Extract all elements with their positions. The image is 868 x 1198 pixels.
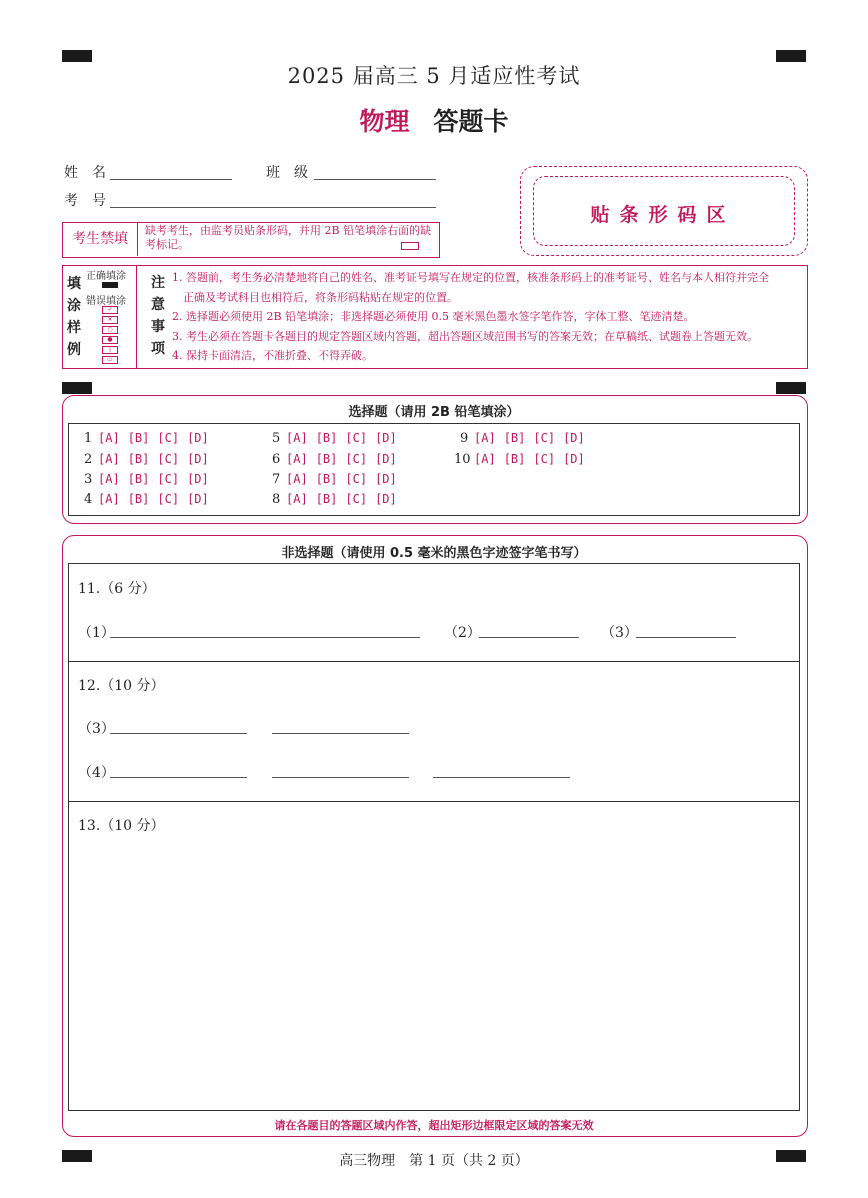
choice-option-bubble[interactable]: [A]	[286, 452, 308, 466]
choice-option-bubble[interactable]: [B]	[127, 431, 150, 445]
choice-option-bubble[interactable]: [D]	[187, 431, 209, 445]
page-footer: 高三物理 第 1 页（共 2 页）	[339, 1153, 529, 1169]
notice-list	[172, 268, 802, 366]
notice-char: 意	[151, 297, 165, 313]
question-number: 3	[84, 472, 93, 487]
choice-question-7	[272, 472, 405, 487]
class-field[interactable]	[314, 179, 436, 180]
choice-question-8	[272, 492, 405, 507]
notice-item: 3. 考生必须在答题卡各题目的规定答题区域内答题，超出答题区域范围书写的答案无效；在草稿纸、试题卷上答题无效。	[172, 329, 758, 343]
wrong-sample-circle-icon: ○	[102, 326, 118, 334]
notice-item: 1. 答题前，考生务必清楚地将自己的姓名、准考证号填写在规定的位置，核准条形码上的准考证号、姓名与本人相符并完全	[172, 271, 769, 284]
choice-option-bubble[interactable]: [B]	[127, 492, 150, 506]
choice-option-bubble[interactable]: [C]	[345, 472, 368, 486]
wrong-sample-cross-icon: ✕	[102, 316, 118, 324]
choice-option-bubble[interactable]: [A]	[474, 431, 496, 445]
blank-label: （2）	[444, 625, 481, 641]
card-label: 答题卡	[433, 107, 509, 136]
notice-title	[150, 272, 166, 360]
nonchoice-section-title: 非选择题（请使用 0.5 毫米的黑色字迹签字笔书写）	[281, 546, 587, 561]
question-12-title: 12.（10 分）	[78, 678, 165, 694]
question-number: 6	[272, 452, 281, 467]
answer-blank[interactable]	[272, 777, 409, 778]
card-heading	[0, 102, 868, 138]
choice-option-bubble[interactable]: [D]	[187, 492, 209, 506]
question-13-answer-area[interactable]	[70, 840, 796, 1106]
notice-char: 事	[151, 319, 165, 335]
question-divider	[68, 801, 800, 802]
choice-question-4	[84, 492, 217, 507]
choice-option-bubble[interactable]: [D]	[563, 452, 585, 466]
absent-mark-bubble[interactable]	[401, 242, 419, 250]
question-number: 2	[84, 452, 93, 467]
choice-option-bubble[interactable]: [C]	[533, 431, 556, 445]
choice-option-bubble[interactable]: [A]	[286, 431, 308, 445]
choice-question-10	[454, 452, 593, 467]
question-11-title: 11.（6 分）	[78, 581, 156, 597]
choice-option-bubble[interactable]: [B]	[127, 472, 150, 486]
id-label: 考 号	[64, 193, 106, 209]
wrong-sample-bar-icon: |	[102, 346, 118, 354]
question-number: 8	[272, 492, 281, 507]
choice-option-bubble[interactable]: [C]	[345, 452, 368, 466]
id-field[interactable]	[110, 207, 436, 208]
wrong-fill-label: 错误填涂	[86, 296, 126, 307]
choice-option-bubble[interactable]: [B]	[127, 452, 150, 466]
registration-mark	[62, 382, 92, 394]
question-divider	[68, 661, 800, 662]
notice-item: 正确及考试科目也相符后，将条形码粘贴在规定的位置。	[172, 290, 458, 304]
class-label: 班 级	[266, 165, 308, 181]
choice-option-bubble[interactable]: [D]	[563, 431, 585, 445]
blank-label: （1）	[78, 625, 115, 641]
absent-label: 考生禁填	[63, 223, 138, 256]
notice-item: 2. 选择题必须使用 2B 铅笔填涂；非选择题必须使用 0.5 毫米黑色墨水签字笔作答，字体工整、笔迹清楚。	[172, 310, 695, 323]
exam-title: 2025 届高三 5 月适应性考试	[287, 64, 581, 88]
answer-blank[interactable]	[110, 733, 247, 734]
choice-question-6	[272, 452, 405, 467]
choice-option-bubble[interactable]: [D]	[375, 492, 397, 506]
wrong-sample-dot-icon: ●	[102, 336, 118, 344]
blank-label: （3）	[601, 625, 638, 641]
question-number: 9	[460, 431, 469, 446]
choice-option-bubble[interactable]: [C]	[157, 431, 180, 445]
choice-option-bubble[interactable]: [B]	[503, 452, 526, 466]
choice-option-bubble[interactable]: [C]	[345, 492, 368, 506]
answer-blank[interactable]	[110, 777, 247, 778]
choice-option-bubble[interactable]: [C]	[157, 492, 180, 506]
fill-example-char: 填	[67, 276, 81, 292]
blank-label: （4）	[78, 765, 115, 781]
correct-fill-label: 正确填涂	[86, 271, 126, 282]
name-label: 姓 名	[64, 165, 106, 181]
choice-option-bubble[interactable]: [C]	[157, 472, 180, 486]
notice-char: 项	[151, 341, 165, 357]
choice-option-bubble[interactable]: [B]	[315, 431, 338, 445]
barcode-label: 贴条形码区	[590, 204, 736, 226]
name-field[interactable]	[110, 179, 232, 180]
choice-option-bubble[interactable]: [D]	[375, 452, 397, 466]
choice-option-bubble[interactable]: [B]	[315, 452, 338, 466]
choice-option-bubble[interactable]: [B]	[503, 431, 526, 445]
question-number: 4	[84, 492, 93, 507]
registration-mark	[776, 382, 806, 394]
blank-label: （3）	[78, 721, 115, 737]
absent-description: 缺考考生，由监考员贴条形码，并用 2B 铅笔填涂右面的缺考标记。	[145, 224, 432, 251]
choice-option-bubble[interactable]: [C]	[533, 452, 556, 466]
choice-option-bubble[interactable]: [B]	[315, 472, 338, 486]
subject-name: 物理	[359, 107, 410, 136]
choice-question-9	[460, 431, 593, 446]
notice-char: 注	[151, 275, 165, 291]
question-number: 5	[272, 431, 281, 446]
choice-question-1	[84, 431, 217, 446]
fill-example-char: 例	[67, 342, 81, 358]
choice-option-bubble[interactable]: [A]	[286, 492, 308, 506]
wrong-sample-check-icon: ✓	[102, 306, 118, 314]
question-number: 1	[84, 431, 93, 446]
choice-option-bubble[interactable]: [A]	[286, 472, 308, 486]
choice-section-title: 选择题（请用 2B 铅笔填涂）	[348, 405, 520, 420]
choice-question-5	[272, 431, 405, 446]
question-number: 7	[272, 472, 281, 487]
fill-example-char: 样	[67, 320, 81, 336]
question-13-title: 13.（10 分）	[78, 818, 165, 834]
choice-option-bubble[interactable]: [A]	[98, 431, 120, 445]
choice-option-bubble[interactable]: [D]	[375, 431, 397, 445]
notice-item: 4. 保持卡面清洁，不准折叠、不得弄破。	[172, 349, 373, 362]
choice-option-bubble[interactable]: [A]	[98, 452, 120, 466]
answer-blank[interactable]	[433, 777, 570, 778]
answer-blank[interactable]	[110, 637, 420, 638]
choice-option-bubble[interactable]: [C]	[345, 431, 368, 445]
answer-blank[interactable]	[636, 637, 736, 638]
question-number: 10	[454, 452, 471, 467]
answer-blank[interactable]	[479, 637, 579, 638]
fill-example-char: 涂	[67, 298, 81, 314]
choice-option-bubble[interactable]: [A]	[98, 472, 120, 486]
correct-fill-sample	[102, 282, 118, 288]
choice-option-bubble[interactable]: [D]	[187, 472, 209, 486]
choice-option-bubble[interactable]: [D]	[375, 472, 397, 486]
choice-question-3	[84, 472, 217, 487]
choice-question-2	[84, 452, 217, 467]
answer-blank[interactable]	[272, 733, 409, 734]
choice-option-bubble[interactable]: [D]	[187, 452, 209, 466]
wrong-sample-box-icon: ▭	[102, 356, 118, 364]
choice-option-bubble[interactable]: [B]	[315, 492, 338, 506]
choice-option-bubble[interactable]: [C]	[157, 452, 180, 466]
choice-option-bubble[interactable]: [A]	[98, 492, 120, 506]
choice-option-bubble[interactable]: [A]	[474, 452, 496, 466]
answer-area-warning: 请在各题目的答题区域内作答，超出矩形边框限定区域的答案无效	[274, 1119, 594, 1132]
